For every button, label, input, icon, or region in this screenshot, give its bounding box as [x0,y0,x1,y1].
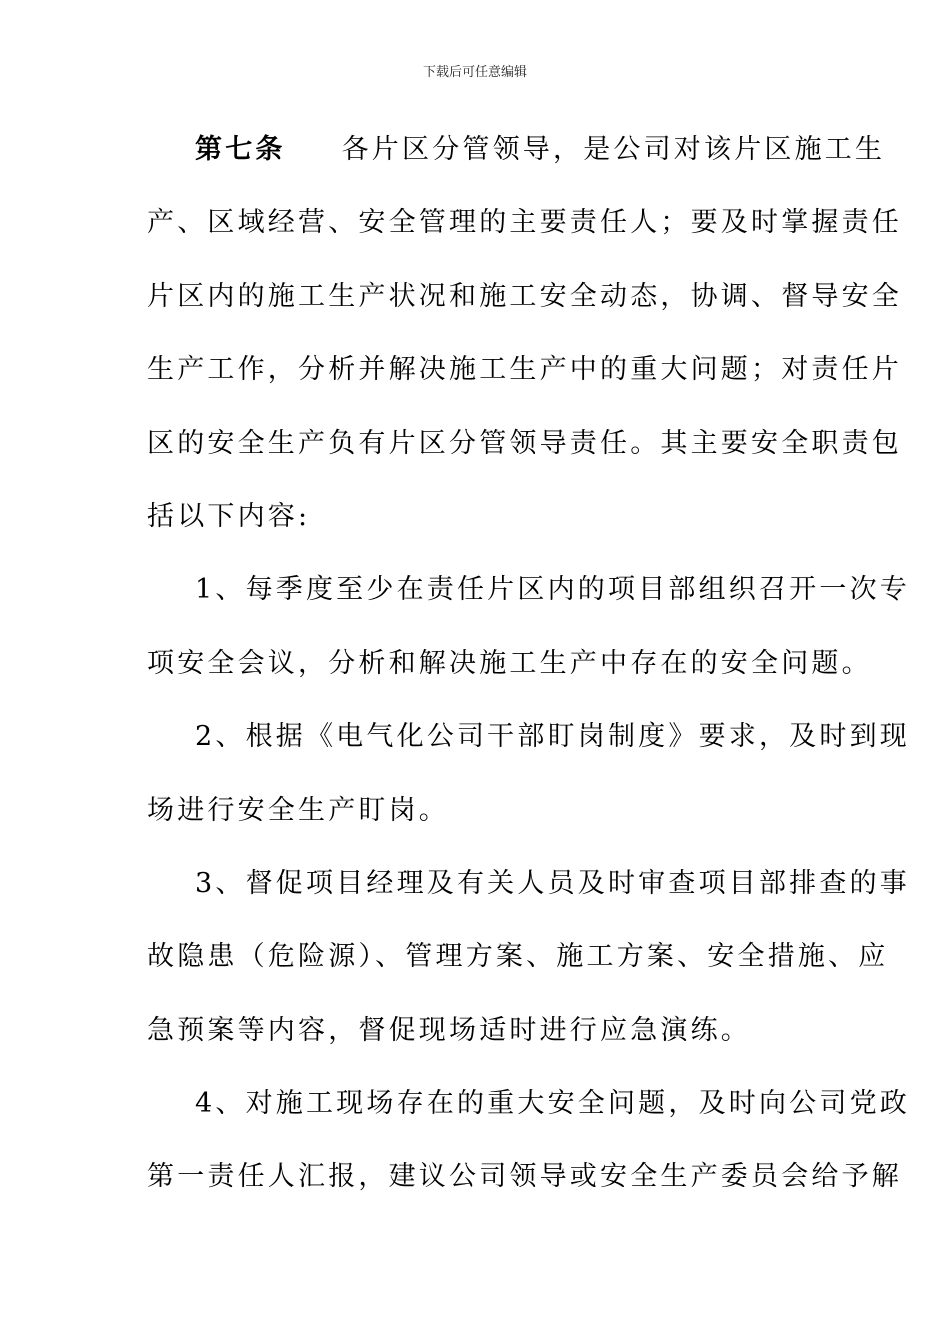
article-first-line [147,124,886,197]
page-header: 下载后可任意编辑 [422,65,527,80]
item-4-line: 第一责任人汇报，建议公司领导或安全生产委员会给予解 [147,1161,902,1193]
item-2-line: 2、根据《电气化公司干部盯岗制度》要求，及时到现 [195,721,910,753]
document-body [147,124,910,1225]
article-text-line: 括以下内容: [147,500,311,532]
article-text-line: 产、区域经营、安全管理的主要责任人；要及时掌握责任 [147,207,902,239]
article-label: 第七条 [195,134,286,165]
article-text-line: 区的安全生产负有片区分管领导责任。其主要安全职责包 [147,427,902,459]
item-1-line: 项安全会议，分析和解决施工生产中存在的安全问题。 [147,647,872,679]
item-1-line: 1、每季度至少在责任片区内的项目部组织召开一次专 [195,574,910,606]
item-3-line: 故隐患（危险源）、管理方案、施工方案、安全措施、应 [147,941,889,973]
article-text-line: 各片区分管领导，是公司对该片区施工生 [341,134,886,165]
item-4-line: 4、对施工现场存在的重大安全问题，及时向公司党政 [195,1088,910,1120]
item-3-line: 急预案等内容，督促现场适时进行应急演练。 [147,1014,751,1046]
item-2-line: 场进行安全生产盯岗。 [147,794,449,826]
article-text-line: 片区内的施工生产状况和施工安全动态，协调、督导安全 [147,280,902,312]
item-3-line: 3、督促项目经理及有关人员及时审查项目部排查的事 [195,867,910,899]
article-text-line: 生产工作，分析并解决施工生产中的重大问题；对责任片 [147,354,902,386]
